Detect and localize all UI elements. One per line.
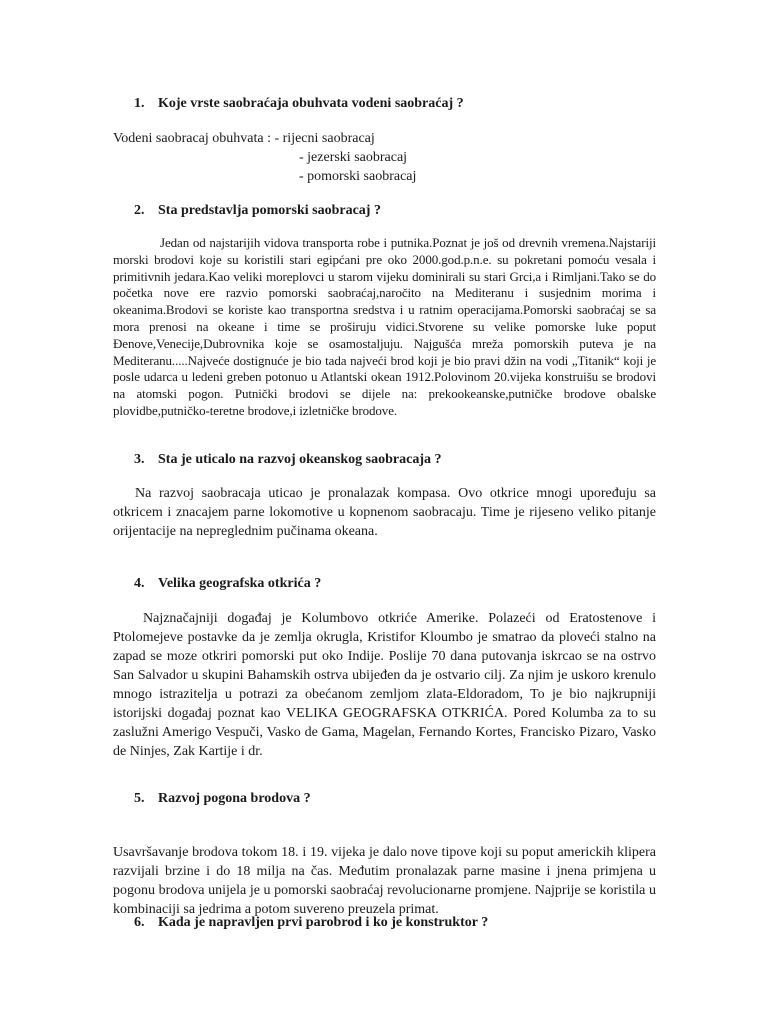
- answer-2-paragraph: Jedan od najstarijih vidova transporta robe i putnika.Poznat je još od drevnih vremena.Najstariji morski brodovi koje su koristili stari egipćani pre oko 2000.god.p.n.e. su pokretani pomoću vesala i primitivnih jedara.Kao veliki moreplovci u starom vijeku dominirali su stari Grci,a i Rimljani.Tako se do početka nove ere razvio pomorski saobraćaj,naročito na Mediteranu i susjednim morima i okeanima.Brodovi se koriste kao transportna sredstva i u ratnim operacijama.Pomorski saobraćaj se sa mora prenosi na okeane i time se proširuju vidici.Stvorene su velike pomorske luke poput Đenove,Venecije,Dubrovnika koje se osamostaljuju. Najgušća mreža pomorskih puteva je na Mediteranu.....Najveće dostignuće je bio tada najveći brod koji je bio pravi džin na vodi „Titanik“ koji je posle udarca u ledeni greben potonuo u Atlantski okean 1912.Polovinom 20.vijeka konstruišu se brodovi na atomski pogon. Putnički brodovi se dijele na: prekookeanske,putničke brodove obalske plovidbe,putničko-teretne brodove,i izletničke brodove.: [113, 235, 656, 418]
- answer-3-paragraph: Na razvoj saobracaja uticao je pronalazak kompasa. Ovo otkrice mnogi upoređuju sa otkricem i znacajem parne lokomotive u kopnenom saobracaju. Time je rijeseno veliko pitanje orijentacije na nepreglednim pučinama okeana.: [113, 486, 656, 539]
- question-1: 1. Koje vrste saobraćaja obuhvata vodeni saobraćaj ?: [134, 96, 464, 111]
- answer-1-lead: Vodeni saobracaj obuhvata : - rijecni saobracaj: [113, 131, 375, 146]
- question-6: 6. Kada je napravljen prvi parobrod i ko je konstruktor ?: [134, 915, 489, 930]
- question-2: 2. Sta predstavlja pomorski saobracaj ?: [134, 203, 381, 218]
- answer-5-paragraph: Usavršavanje brodova tokom 18. i 19. vijeka je dalo nove tipove koji su poput americkih klipera razvijali brzine i do 18 milja na čas. Međutim pronalazak parne masine i jnena primjena u pogonu brodova unijela je u pomorski saobraćaj revolucionarne promjene. Najprije se koristila u kombinaciji sa jedrima a potom suvereno preuzela primat.: [113, 845, 656, 917]
- answer-1-item: - jezerski saobracaj: [299, 150, 408, 165]
- answer-4-paragraph: Najznačajniji događaj je Kolumbovo otkriće Amerike. Polazeći od Eratostenove i Ptolomejeve postavke da je zemlja okrugla, Kristifor Kloumbo je smatrao da ploveći stalno na zapad se moze otkriri pomorski put oko Indije. Poslije 70 dana putovanja iskrcao se na ostrvo San Salvador u skupini Bahamskih ostrva ubijeđen da je ostvario cilj. Za njim je uskoro krenulo mnogo istrazitelja u potrazi za obećanom zemljom zlata-Eldoradom, To je bio najkrupniji istorijski događaj poznat kao VELIKA GEOGRAFSKA OTKRIĆA. Pored Kolumba za to su zaslužni Amerigo Vespuči, Vasko de Gama, Magelan, Fernando Kortes, Francisko Pizaro, Vasko de Ninjes, Zak Kartije i dr.: [113, 611, 656, 759]
- answer-1-item: - pomorski saobracaj: [299, 169, 417, 184]
- question-4: 4. Velika geografska otkrića ?: [134, 576, 322, 591]
- question-3: 3. Sta je uticalo na razvoj okeanskog saobracaja ?: [134, 452, 442, 467]
- question-5: 5. Razvoj pogona brodova ?: [134, 791, 311, 806]
